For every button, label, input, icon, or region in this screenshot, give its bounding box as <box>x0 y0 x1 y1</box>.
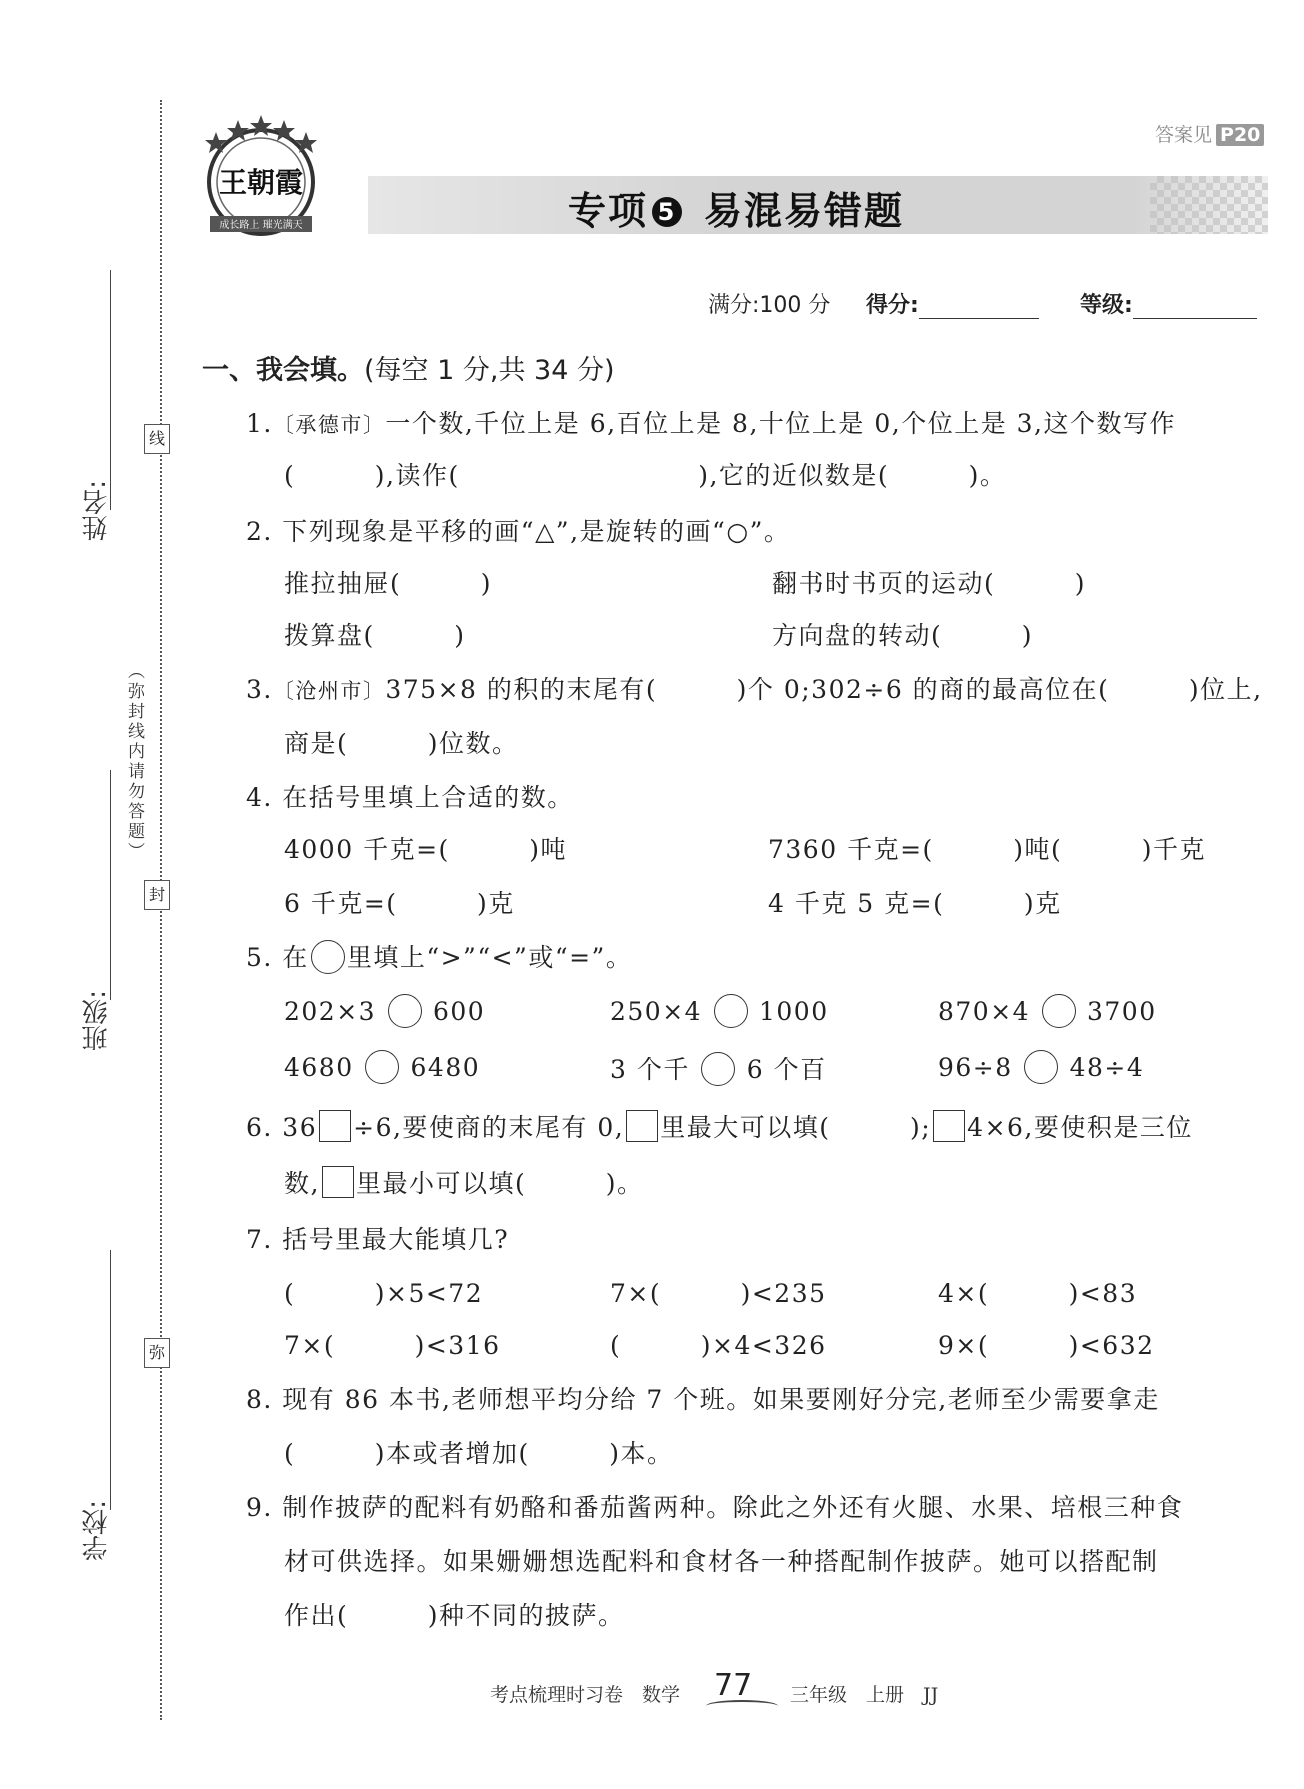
binding-dotted-line <box>160 100 162 1720</box>
feng-mark: 封 <box>144 880 170 910</box>
full-score: 满分:100 分 <box>708 293 831 318</box>
q1-line1: 1.〔承德市〕一个数,千位上是 6,百位上是 8,十位上是 0,个位上是 3,这个数写作 <box>246 409 1177 438</box>
q4-item-a: 4000 千克=( )吨 <box>284 835 568 864</box>
publisher-logo <box>196 112 326 242</box>
xian-mark: 线 <box>144 424 170 454</box>
q5-item-3: 870×4 3700 <box>938 994 1157 1028</box>
book-icon <box>706 1700 778 1712</box>
mi-mark: 弥 <box>144 1338 170 1368</box>
q7-item-3: 4×( )<83 <box>938 1279 1138 1308</box>
name-label: 姓名: <box>82 480 112 541</box>
q8-line2: ( )本或者增加( )本。 <box>284 1439 674 1468</box>
q4-item-c: 6 千克=( )克 <box>284 889 515 918</box>
q9-line1: 9. 制作披萨的配料有奶酪和番茄酱两种。除此之外还有火腿、水果、培根三种食 <box>246 1493 1184 1522</box>
q2-item-b: 翻书时书页的运动( ) <box>772 569 1087 598</box>
q4-item-d: 4 千克 5 克=( )克 <box>768 889 1062 918</box>
q5-item-6: 96÷8 48÷4 <box>938 1050 1144 1084</box>
q3-line1: 3.〔沧州市〕375×8 的积的末尾有( )个 0;302÷6 的商的最高位在( )位上, <box>246 675 1263 704</box>
seal-note: （弥封线内请勿答题） <box>124 662 144 862</box>
page-number: 77 <box>714 1668 753 1703</box>
q7-item-2: 7×( )<235 <box>610 1279 827 1308</box>
q5-item-1: 202×3 600 <box>284 994 485 1028</box>
q3-line2: 商是( )位数。 <box>284 729 519 758</box>
school-label: 学校: <box>82 1500 112 1561</box>
school-underline <box>110 1250 111 1510</box>
q4-line1: 4. 在括号里填上合适的数。 <box>246 783 574 812</box>
q8-line1: 8. 现有 86 本书,老师想平均分给 7 个班。如果要刚好分完,老师至少需要拿走 <box>246 1385 1160 1414</box>
q7-item-5: ( )×4<326 <box>610 1331 827 1360</box>
q2-line1: 2. 下列现象是平移的画“△”,是旋转的画“○”。 <box>246 517 791 546</box>
q5-item-5: 3 个千 6 个百 <box>610 1050 827 1086</box>
q7-item-1: ( )×5<72 <box>284 1279 484 1308</box>
q7-item-4: 7×( )<316 <box>284 1331 501 1360</box>
q6-line2: 数, 里最小可以填( )。 <box>284 1164 643 1200</box>
title-banner-pattern <box>1150 176 1268 234</box>
q1-line2: ( ),读作( ),它的近似数是( )。 <box>284 461 1007 490</box>
q5-item-2: 250×4 1000 <box>610 994 829 1028</box>
q9-line3: 作出( )种不同的披萨。 <box>284 1601 625 1630</box>
q4-item-b: 7360 千克=( )吨( )千克 <box>768 835 1207 864</box>
svg-text:成长路上 璀光满天: 成长路上 璀光满天 <box>219 220 303 231</box>
q2-item-d: 方向盘的转动( ) <box>772 621 1034 650</box>
name-underline <box>110 270 111 510</box>
grade-field[interactable]: 等级: <box>1080 288 1257 319</box>
page-title: 专项 5 易混易错题 <box>568 189 905 233</box>
q7-item-6: 9×( )<632 <box>938 1331 1155 1360</box>
q6-line1: 6. 36 ÷6,要使商的末尾有 0, 里最大可以填( ); 4×6,要使积是三位 <box>246 1108 1193 1144</box>
q9-line2: 材可供选择。如果姗姗想选配料和食材各一种搭配制作披萨。她可以搭配制 <box>284 1547 1159 1576</box>
answer-reference: 答案见 P20 <box>1155 120 1264 147</box>
q2-item-a: 推拉抽屉( ) <box>284 569 493 598</box>
q5-item-4: 4680 6480 <box>284 1050 480 1084</box>
class-underline <box>110 770 111 1000</box>
class-label: 班级: <box>82 990 112 1051</box>
footer-left: 考点梳理时习卷 数学 <box>490 1684 681 1706</box>
svg-text:王朝霞: 王朝霞 <box>218 166 304 199</box>
score-field[interactable]: 得分: <box>866 288 1039 319</box>
section-1-title: 一、我会填。(每空 1 分,共 34 分) <box>202 355 615 386</box>
footer-right: 三年级 上册 JJ <box>790 1684 939 1706</box>
q2-item-c: 拨算盘( ) <box>284 621 466 650</box>
q5-line1: 5. 在 里填上“>”“<”或“=”。 <box>246 938 632 974</box>
q7-line1: 7. 括号里最大能填几? <box>246 1225 510 1254</box>
